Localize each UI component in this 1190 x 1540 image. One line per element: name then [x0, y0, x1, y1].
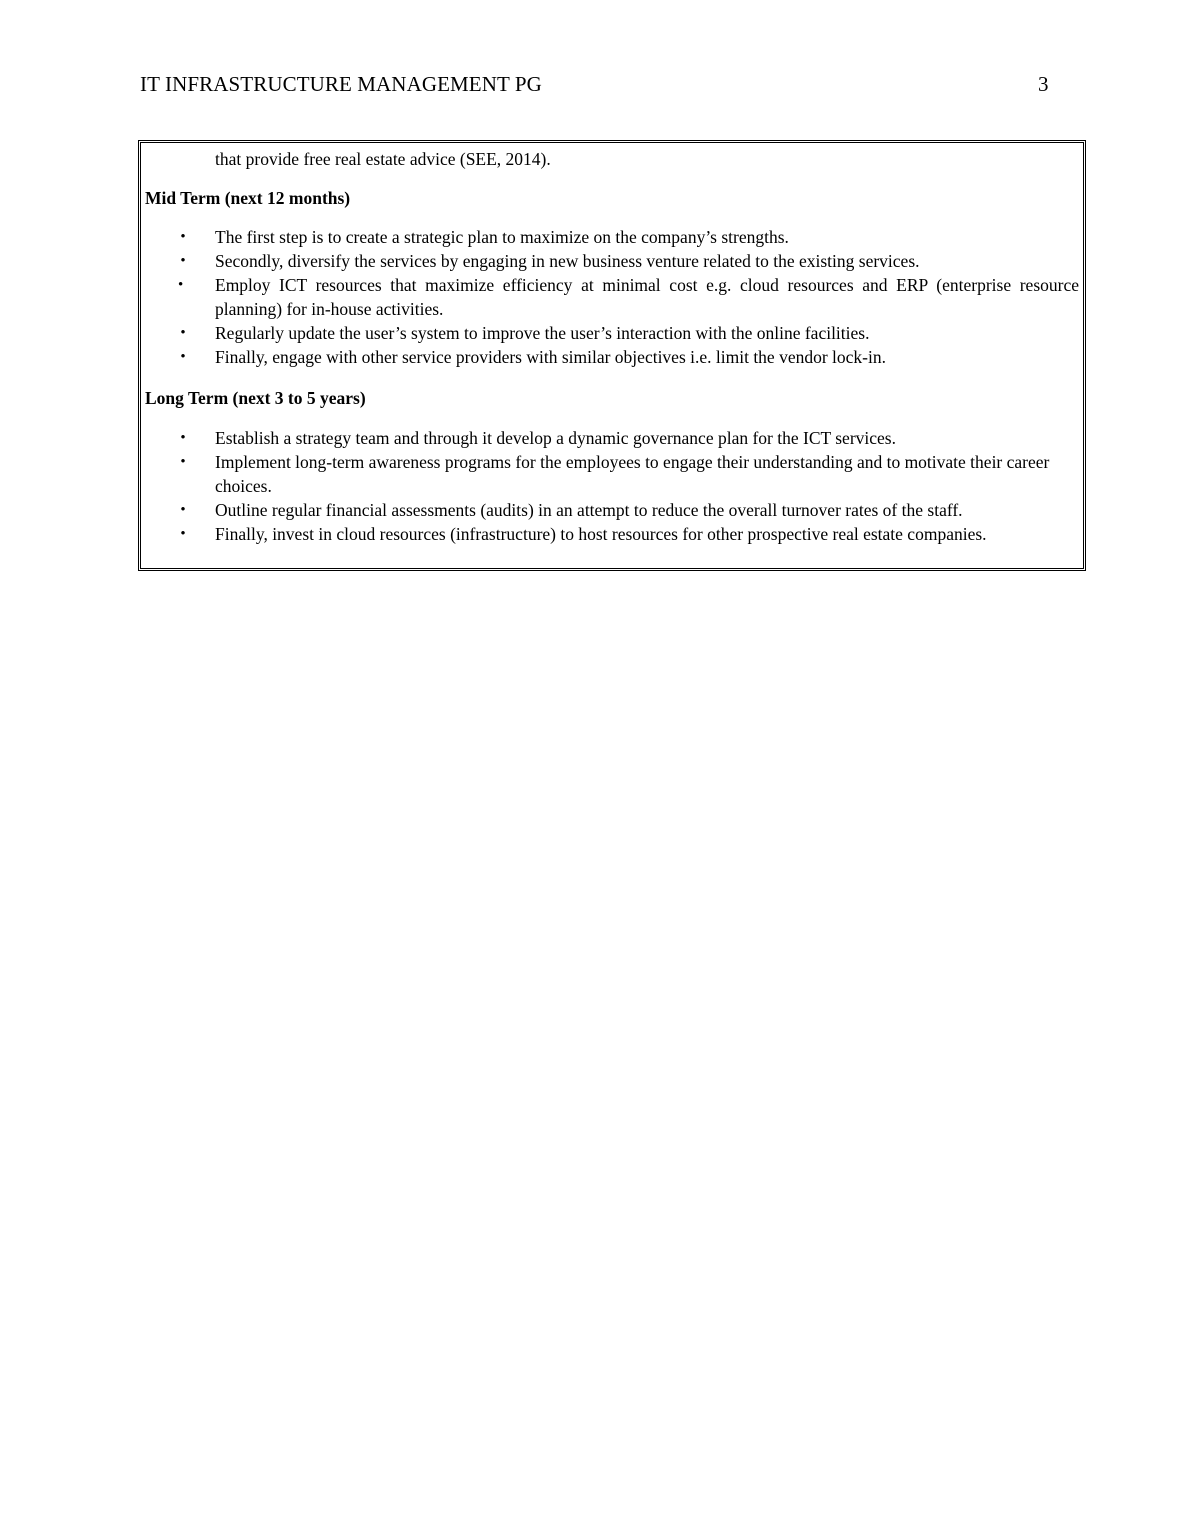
bullet-icon: •: [180, 325, 186, 341]
list-item-text: Implement long-term awareness programs for the employees to engage their understanding and to motivate their career choices.: [215, 452, 1050, 496]
list-item-text: Finally, invest in cloud resources (infrastructure) to host resources for other prospective real estate companies.: [215, 524, 987, 544]
list-item: [143, 498, 1081, 522]
list-item: [143, 345, 1081, 369]
mid-term-list: [143, 225, 1081, 369]
list-item-text: Secondly, diversify the services by engaging in new business venture related to the existing services.: [215, 251, 920, 271]
long-term-list: [143, 426, 1081, 546]
list-item-text: Finally, engage with other service providers with similar objectives i.e. limit the vendor lock-in.: [215, 347, 886, 367]
bullet-icon: •: [180, 454, 186, 470]
list-item-text: Employ ICT resources that maximize efficiency at minimal cost e.g. cloud resources and ERP (enterprise resource planning) for in-house activities.: [215, 275, 1079, 319]
list-item: [143, 273, 1081, 321]
list-item: [143, 426, 1081, 450]
bullet-icon: •: [180, 430, 186, 446]
mid-term-heading: Mid Term (next 12 months): [145, 188, 351, 208]
list-item-text: Outline regular financial assessments (audits) in an attempt to reduce the overall turnover rates of the staff.: [215, 500, 963, 520]
list-item: [143, 249, 1081, 273]
bullet-icon: •: [180, 253, 186, 269]
bullet-icon: •: [180, 502, 186, 518]
list-item-text: Regularly update the user’s system to improve the user’s interaction with the online facilities.: [215, 323, 870, 343]
bordered-text-box: [138, 140, 1086, 571]
list-item-text: The first step is to create a strategic plan to maximize on the company’s strengths.: [215, 227, 789, 247]
list-item: [143, 321, 1081, 345]
bullet-icon: •: [180, 526, 186, 542]
running-header-title: IT INFRASTRUCTURE MANAGEMENT PG: [140, 72, 542, 96]
bullet-icon: •: [180, 229, 186, 245]
page-number: 3: [1038, 72, 1049, 96]
list-item: [143, 522, 1081, 546]
list-item: [143, 225, 1081, 249]
continuation-line: that provide free real estate advice (SEE, 2014).: [215, 149, 551, 169]
list-item-text: Establish a strategy team and through it develop a dynamic governance plan for the ICT services.: [215, 428, 896, 448]
bullet-icon: •: [180, 349, 186, 365]
long-term-heading: Long Term (next 3 to 5 years): [145, 388, 366, 408]
list-item: [143, 450, 1081, 498]
bullet-icon: •: [178, 277, 184, 293]
